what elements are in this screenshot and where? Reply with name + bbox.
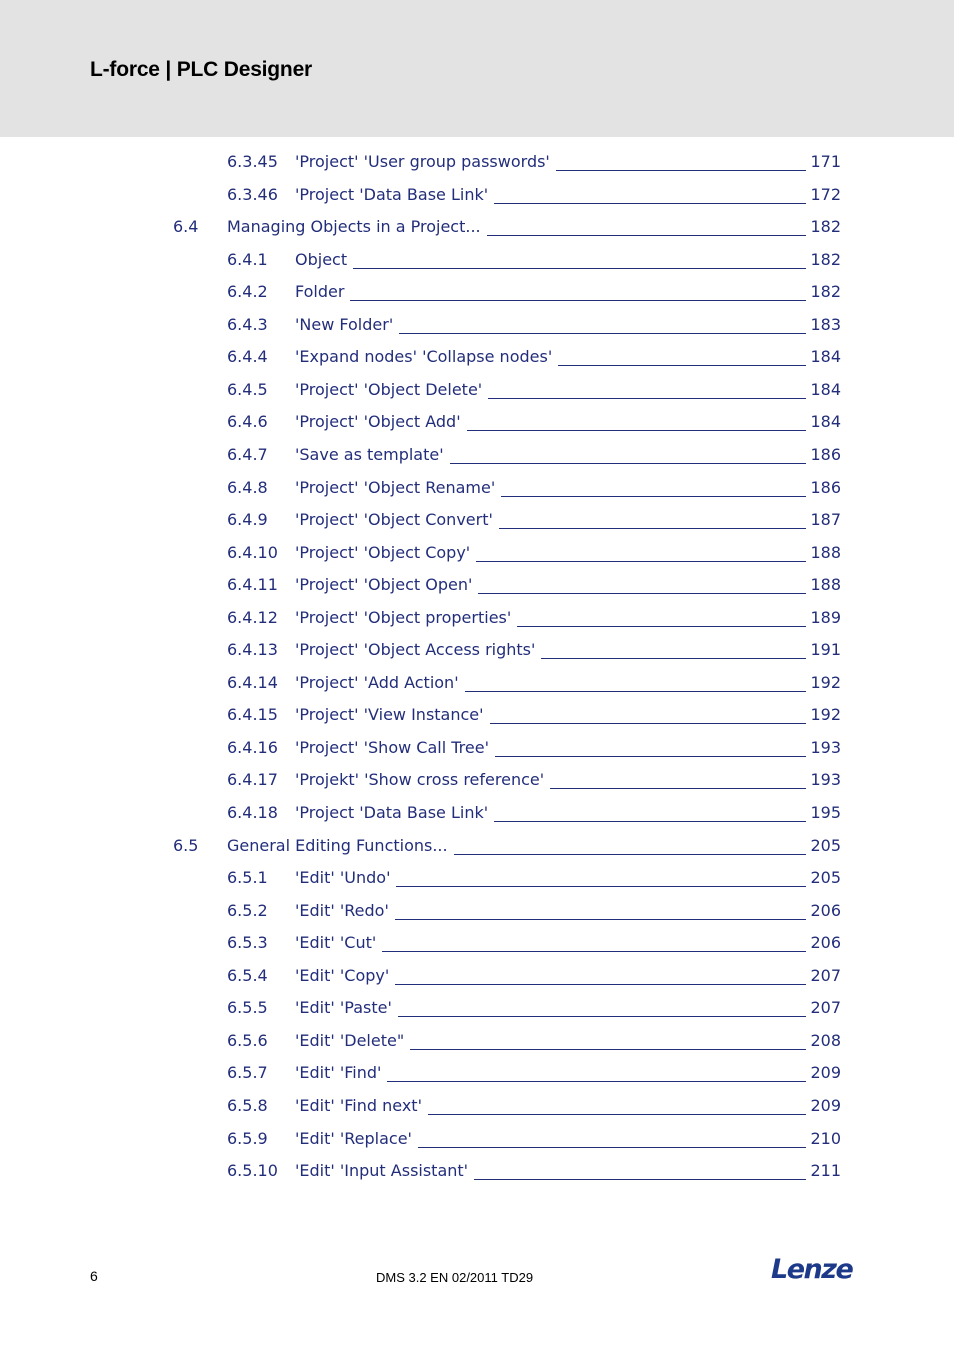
toc-entry-leader bbox=[295, 736, 806, 760]
toc-entry-page: 193 bbox=[810, 737, 841, 757]
toc-entry-page: 205 bbox=[810, 835, 841, 855]
toc-entry-number: 6.4.2 bbox=[227, 282, 268, 302]
toc-entry-leader bbox=[295, 443, 806, 467]
toc-entry-page: 186 bbox=[810, 477, 841, 497]
toc-entry[interactable] bbox=[0, 215, 954, 239]
toc-entry-page: 211 bbox=[810, 1161, 841, 1181]
toc-entry-leader bbox=[295, 476, 806, 500]
toc-entry-number: 6.5.9 bbox=[227, 1128, 268, 1148]
toc-entry-number: 6.4.8 bbox=[227, 477, 268, 497]
toc-entry-title: 'Project' 'Object Convert' bbox=[295, 508, 499, 532]
toc-entry-page: 205 bbox=[810, 868, 841, 888]
toc-entry-title: Folder bbox=[295, 280, 350, 304]
toc-leader-line bbox=[474, 1179, 806, 1180]
toc-entry-title: 'Project' 'Object Delete' bbox=[295, 378, 488, 402]
toc-entry-leader bbox=[295, 1029, 806, 1053]
toc-entry-page: 172 bbox=[810, 184, 841, 204]
toc-entry[interactable] bbox=[0, 671, 954, 695]
toc-entry-page: 184 bbox=[810, 347, 841, 367]
toc-entry[interactable] bbox=[0, 443, 954, 467]
toc-entry-title: 'Project' 'Show Call Tree' bbox=[295, 736, 495, 760]
toc-entry-leader bbox=[295, 541, 806, 565]
toc-entry-leader bbox=[295, 866, 806, 890]
footer-page-number: 6 bbox=[90, 1268, 98, 1284]
toc-leader-line bbox=[550, 788, 806, 789]
toc-entry-leader bbox=[295, 378, 806, 402]
toc-entry-leader bbox=[295, 183, 806, 207]
toc-entry[interactable] bbox=[0, 996, 954, 1020]
toc-entry[interactable] bbox=[0, 866, 954, 890]
toc-entry-leader bbox=[295, 1061, 806, 1085]
toc-entry-number: 6.4.7 bbox=[227, 444, 268, 464]
toc-entry-number: 6.5.8 bbox=[227, 1095, 268, 1115]
toc-entry-title: 'Project' 'Object Copy' bbox=[295, 541, 476, 565]
toc-entry[interactable] bbox=[0, 573, 954, 597]
toc-entry[interactable] bbox=[0, 801, 954, 825]
toc-entry-title: Object bbox=[295, 248, 353, 272]
toc-entry-page: 186 bbox=[810, 444, 841, 464]
toc-entry-number: 6.5.4 bbox=[227, 965, 268, 985]
toc-entry[interactable] bbox=[0, 931, 954, 955]
toc-entry-page: 192 bbox=[810, 705, 841, 725]
toc-entry-title: 'Expand nodes' 'Collapse nodes' bbox=[295, 345, 558, 369]
toc-entry-page: 189 bbox=[810, 607, 841, 627]
toc-leader-line bbox=[382, 951, 806, 952]
toc-leader-line bbox=[558, 365, 806, 366]
toc-leader-line bbox=[556, 170, 806, 171]
toc-leader-line bbox=[478, 593, 806, 594]
toc-entry-number: 6.4.16 bbox=[227, 737, 278, 757]
toc-leader-line bbox=[476, 561, 806, 562]
toc-leader-line bbox=[494, 821, 806, 822]
toc-leader-line bbox=[428, 1114, 806, 1115]
toc-entry-title: General Editing Functions... bbox=[227, 834, 454, 858]
toc-entry[interactable] bbox=[0, 834, 954, 858]
toc-entry-leader bbox=[295, 508, 806, 532]
toc-entry-number: 6.4.1 bbox=[227, 249, 268, 269]
toc-entry-leader bbox=[295, 638, 806, 662]
toc-entry-page: 184 bbox=[810, 379, 841, 399]
toc-entry-leader bbox=[227, 215, 806, 239]
toc-entry[interactable] bbox=[0, 345, 954, 369]
toc-entry-number: 6.5.5 bbox=[227, 998, 268, 1018]
toc-entry-title: 'Project' 'Object Add' bbox=[295, 410, 467, 434]
toc-leader-line bbox=[495, 756, 806, 757]
toc-entry-leader bbox=[295, 410, 806, 434]
toc-entry-title: 'Project' 'Add Action' bbox=[295, 671, 465, 695]
toc-entry-leader bbox=[295, 606, 806, 630]
toc-entry-title: 'Project' 'Object Rename' bbox=[295, 476, 501, 500]
toc-entry[interactable] bbox=[0, 410, 954, 434]
toc-leader-line bbox=[395, 984, 806, 985]
toc-entry[interactable] bbox=[0, 378, 954, 402]
toc-entry-leader bbox=[295, 996, 806, 1020]
toc-entry[interactable] bbox=[0, 476, 954, 500]
toc-entry-page: 209 bbox=[810, 1095, 841, 1115]
toc-entry-page: 182 bbox=[810, 249, 841, 269]
toc-entry-number: 6.3.45 bbox=[227, 152, 278, 171]
toc-leader-line bbox=[396, 886, 806, 887]
toc-entry[interactable] bbox=[0, 183, 954, 207]
toc-entry[interactable] bbox=[0, 899, 954, 923]
toc-entry[interactable] bbox=[0, 1127, 954, 1151]
toc-entry-title: 'Edit' 'Paste' bbox=[295, 996, 398, 1020]
toc-entry-title: 'Edit' 'Delete" bbox=[295, 1029, 410, 1053]
toc-entry-title: 'Edit' 'Cut' bbox=[295, 931, 382, 955]
toc-entry-leader bbox=[295, 1127, 806, 1151]
toc-entry-title: 'Edit' 'Input Assistant' bbox=[295, 1159, 474, 1183]
toc-entry-number: 6.5.10 bbox=[227, 1161, 278, 1181]
toc-entry-title: 'Project 'Data Base Link' bbox=[295, 183, 494, 207]
toc-leader-line bbox=[488, 398, 806, 399]
toc-entry-page: 210 bbox=[810, 1128, 841, 1148]
toc-entry-number: 6.5.1 bbox=[227, 868, 268, 888]
toc-entry-title: 'Project 'Data Base Link' bbox=[295, 801, 494, 825]
toc-entry-title: Managing Objects in a Project... bbox=[227, 215, 487, 239]
toc-entry-title: 'Edit' 'Find' bbox=[295, 1061, 387, 1085]
toc-entry-leader bbox=[295, 768, 806, 792]
toc-entry-number: 6.5.3 bbox=[227, 933, 268, 953]
toc-entry-title: 'Projekt' 'Show cross reference' bbox=[295, 768, 550, 792]
toc-entry-number: 6.5.6 bbox=[227, 1030, 268, 1050]
toc-entry-leader bbox=[295, 964, 806, 988]
toc-entry[interactable] bbox=[0, 964, 954, 988]
toc-entry-leader bbox=[295, 150, 806, 174]
toc-leader-line bbox=[541, 658, 806, 659]
toc-entry[interactable] bbox=[0, 150, 954, 174]
toc-entry-number: 6.4.6 bbox=[227, 412, 268, 432]
toc-leader-line bbox=[517, 626, 806, 627]
toc-leader-line bbox=[467, 430, 806, 431]
toc-entry-number: 6.4.5 bbox=[227, 379, 268, 399]
toc-entry-leader bbox=[295, 1094, 806, 1118]
footer-document-id: DMS 3.2 EN 02/2011 TD29 bbox=[376, 1270, 534, 1285]
toc-entry-number: 6.4.17 bbox=[227, 770, 278, 790]
toc-leader-line bbox=[494, 203, 806, 204]
toc-entry-title: 'Project' 'User group passwords' bbox=[295, 150, 556, 174]
toc-entry-page: 206 bbox=[810, 900, 841, 920]
toc-entry-number: 6.3.46 bbox=[227, 184, 278, 204]
toc-entry-number: 6.4.9 bbox=[227, 510, 268, 530]
toc-entry-number: 6.4.11 bbox=[227, 575, 278, 595]
toc-entry-leader bbox=[295, 573, 806, 597]
toc-entry-title: 'New Folder' bbox=[295, 313, 399, 337]
toc-entry[interactable] bbox=[0, 248, 954, 272]
toc-entry-number: 6.4.12 bbox=[227, 607, 278, 627]
toc-entry-page: 191 bbox=[810, 640, 841, 660]
toc-leader-line bbox=[487, 235, 806, 236]
toc-leader-line bbox=[350, 300, 806, 301]
toc-leader-line bbox=[395, 919, 806, 920]
toc-entry-page: 182 bbox=[810, 282, 841, 302]
toc-entry-number: 6.5.7 bbox=[227, 1063, 268, 1083]
toc-entry[interactable] bbox=[0, 736, 954, 760]
toc-entry-title: 'Edit' 'Copy' bbox=[295, 964, 395, 988]
toc-entry-page: 193 bbox=[810, 770, 841, 790]
toc-leader-line bbox=[353, 268, 806, 269]
toc-leader-line bbox=[490, 723, 806, 724]
toc-entry[interactable] bbox=[0, 638, 954, 662]
toc-entry-number: 6.4.10 bbox=[227, 542, 278, 562]
toc-leader-line bbox=[399, 333, 806, 334]
toc-entry-page: 182 bbox=[810, 217, 841, 237]
toc-entry-title: 'Project' 'Object Open' bbox=[295, 573, 478, 597]
toc-leader-line bbox=[501, 496, 806, 497]
toc-entry-title: 'Project' 'Object Access rights' bbox=[295, 638, 541, 662]
toc-entry[interactable] bbox=[0, 1061, 954, 1085]
toc-leader-line bbox=[450, 463, 806, 464]
toc-entry-page: 206 bbox=[810, 933, 841, 953]
toc-entry-page: 195 bbox=[810, 803, 841, 822]
toc-entry[interactable] bbox=[0, 541, 954, 565]
toc-entry-number: 6.4 bbox=[173, 217, 199, 237]
lenze-logo: Lenze bbox=[771, 1254, 853, 1285]
toc-entry-number: 6.4.18 bbox=[227, 803, 278, 822]
toc-entry-leader bbox=[227, 834, 806, 858]
toc-entry-leader bbox=[295, 671, 806, 695]
toc-entry[interactable] bbox=[0, 508, 954, 532]
toc-entry-title: 'Save as template' bbox=[295, 443, 450, 467]
toc-entry-page: 188 bbox=[810, 542, 841, 562]
toc-entry-leader bbox=[295, 280, 806, 304]
toc-entry-leader bbox=[295, 248, 806, 272]
toc-leader-line bbox=[387, 1081, 806, 1082]
toc-entry-page: 183 bbox=[810, 314, 841, 334]
toc-entry-page: 192 bbox=[810, 672, 841, 692]
toc-entry-page: 171 bbox=[810, 152, 841, 171]
toc-entry-leader bbox=[295, 313, 806, 337]
toc-entry-title: 'Edit' 'Redo' bbox=[295, 899, 395, 923]
toc-entry-number: 6.5.2 bbox=[227, 900, 268, 920]
toc-leader-line bbox=[499, 528, 806, 529]
toc-entry[interactable] bbox=[0, 1159, 954, 1183]
toc-entry-number: 6.4.13 bbox=[227, 640, 278, 660]
toc-entry[interactable] bbox=[0, 1029, 954, 1053]
toc-entry-leader bbox=[295, 931, 806, 955]
toc-entry-page: 184 bbox=[810, 412, 841, 432]
header-band bbox=[0, 0, 954, 137]
toc-entry-page: 208 bbox=[810, 1030, 841, 1050]
toc-entry[interactable] bbox=[0, 1094, 954, 1118]
toc-entry-page: 187 bbox=[810, 510, 841, 530]
toc-entry-page: 207 bbox=[810, 965, 841, 985]
toc-entry-title: 'Edit' 'Undo' bbox=[295, 866, 396, 890]
toc-entry-leader bbox=[295, 899, 806, 923]
toc-entry-title: 'Project' 'View Instance' bbox=[295, 703, 490, 727]
toc-entry[interactable] bbox=[0, 768, 954, 792]
toc-entry-title: 'Project' 'Object properties' bbox=[295, 606, 517, 630]
toc-leader-line bbox=[410, 1049, 806, 1050]
toc-entry-leader bbox=[295, 703, 806, 727]
toc-entry-number: 6.4.3 bbox=[227, 314, 268, 334]
toc-entry-number: 6.4.14 bbox=[227, 672, 278, 692]
toc-entry-page: 207 bbox=[810, 998, 841, 1018]
page-header-title: L-force | PLC Designer bbox=[90, 58, 313, 81]
toc-entry-title: 'Edit' 'Find next' bbox=[295, 1094, 428, 1118]
toc-leader-line bbox=[418, 1147, 806, 1148]
toc-entry[interactable] bbox=[0, 313, 954, 337]
toc-entry-number: 6.4.15 bbox=[227, 705, 278, 725]
toc-entry[interactable] bbox=[0, 606, 954, 630]
toc-entry-page: 209 bbox=[810, 1063, 841, 1083]
toc-leader-line bbox=[454, 854, 806, 855]
toc-entry-number: 6.4.4 bbox=[227, 347, 268, 367]
toc-entry[interactable] bbox=[0, 280, 954, 304]
toc-entry-number: 6.5 bbox=[173, 835, 199, 855]
toc-entry-leader bbox=[295, 1159, 806, 1183]
toc-entry-leader bbox=[295, 801, 806, 825]
toc-leader-line bbox=[465, 691, 806, 692]
toc-leader-line bbox=[398, 1016, 806, 1017]
toc-entry-leader bbox=[295, 345, 806, 369]
toc-entry[interactable] bbox=[0, 703, 954, 727]
toc-entry-page: 188 bbox=[810, 575, 841, 595]
toc-entry-title: 'Edit' 'Replace' bbox=[295, 1127, 418, 1151]
